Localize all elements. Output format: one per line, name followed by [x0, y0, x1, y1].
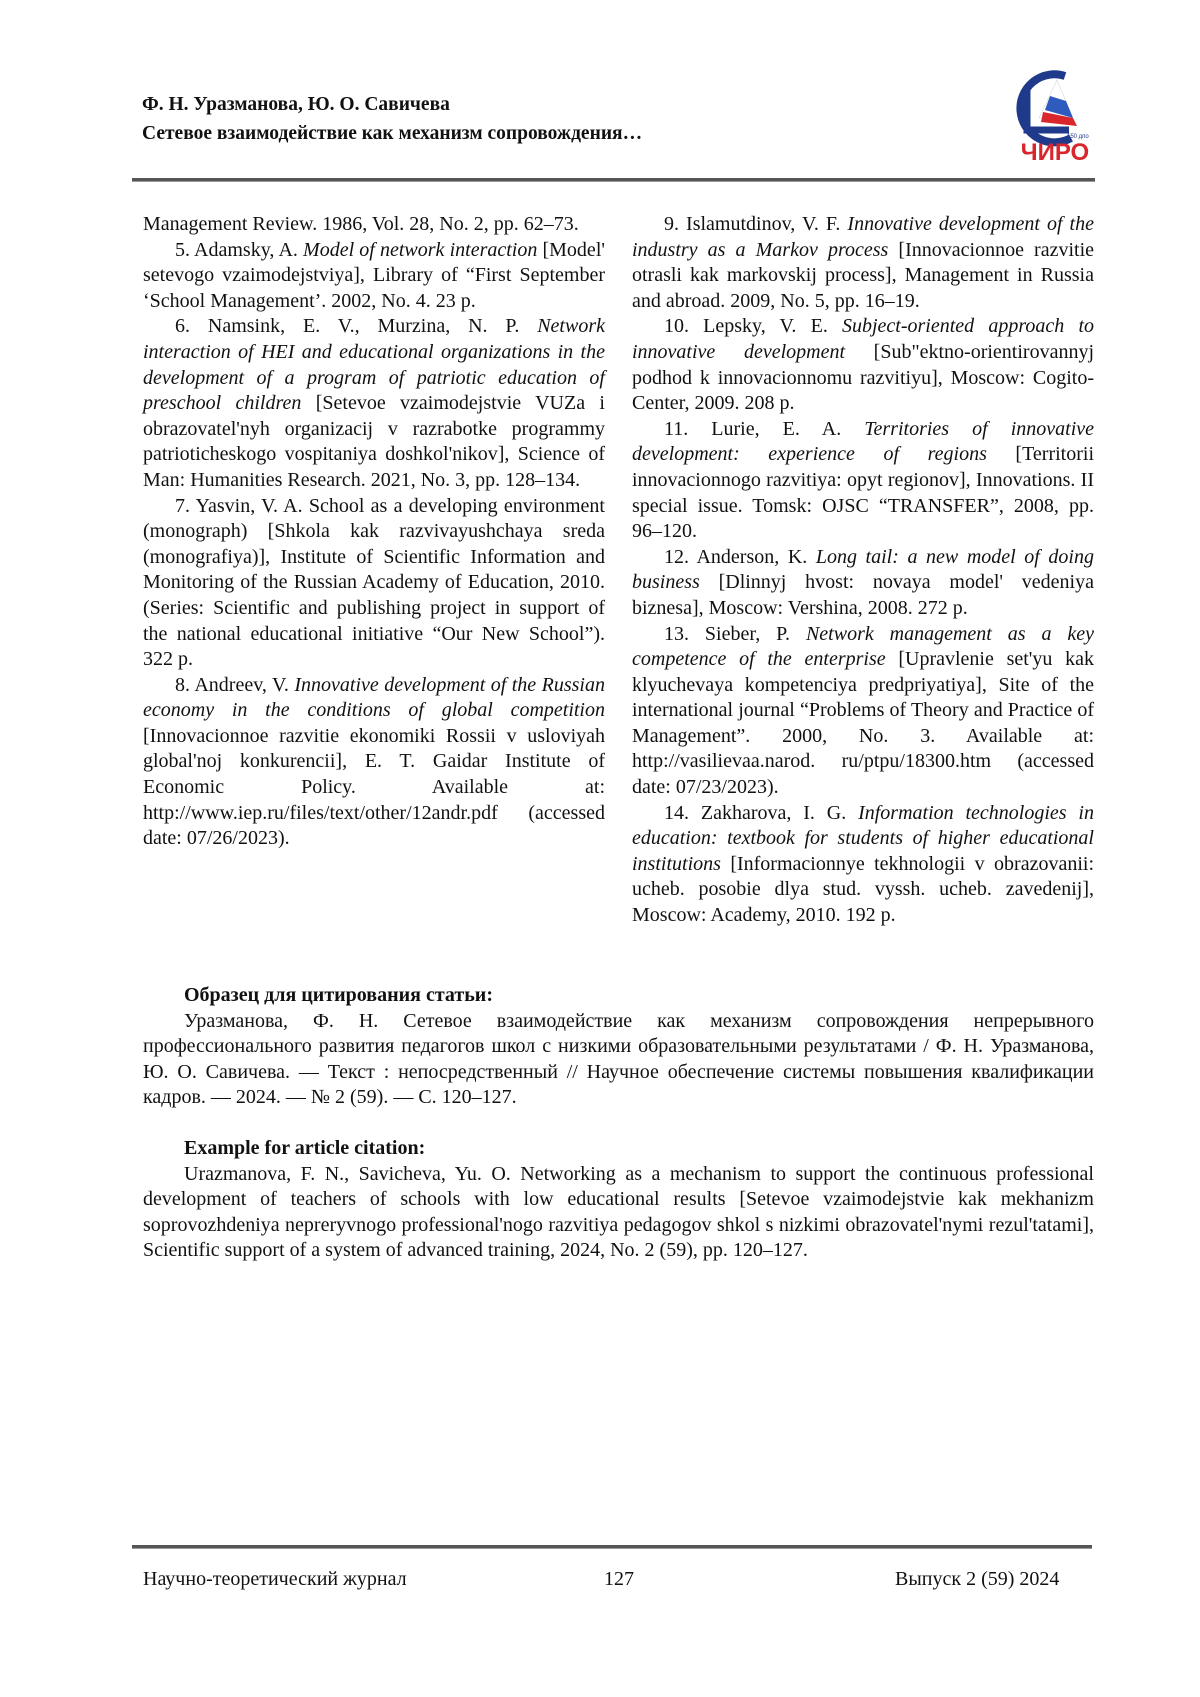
- running-header: [142, 90, 642, 148]
- reference-text: [Upravlenie set'yu kak klyuchevaya kompetenciya predpriyatiya], Site of the international journal “Problems of Theory and Practice of Management”. 2000, No. 3. Available at: http://vasilievaa.narod. ru/ptpu/18300.htm (accessed date: 07/23/2023).: [632, 648, 1094, 798]
- reference-title: Model of network interaction: [303, 239, 537, 261]
- references-right-column: [632, 212, 1094, 929]
- svg-text:ЧИРО: ЧИРО: [1021, 139, 1089, 166]
- reference-item: [632, 212, 1094, 314]
- reference-text: 6. Namsink, E. V., Murzina, N. P.: [175, 315, 537, 337]
- reference-text: [Dlinnyj hvost: novaya model' vedeniya biznesa], Moscow: Vershina, 2008. 272 p.: [632, 571, 1094, 619]
- header-authors: Ф. Н. Уразманова, Ю. О. Савичева: [142, 90, 642, 119]
- reference-title: Innovative development of the industry as a Markov process: [632, 213, 1094, 261]
- reference-text: 13. Sieber, P.: [664, 623, 806, 645]
- footer-issue: Выпуск 2 (59) 2024: [895, 1568, 1059, 1591]
- reference-title: Information technologies in education: textbook for students of higher educational institutions: [632, 802, 1094, 875]
- reference-text: [Model' setevogo vzaimodejstviya], Library of “First September ‘School Management’. 2002, No. 4. 23 p.: [143, 239, 605, 312]
- reference-item: [632, 417, 1094, 545]
- reference-text: 8. Andreev, V.: [175, 674, 294, 696]
- chiro-logo-icon: [1005, 68, 1105, 168]
- reference-item: [632, 622, 1094, 801]
- reference-title: Territories of innovative development: experience of regions: [632, 418, 1094, 466]
- reference-text: 10. Lepsky, V. E.: [664, 315, 842, 337]
- reference-text: [Territorii innovacionnogo razvitiya: opyt regionov], Innovations. II special issue. Tomsk: OJSC “TRANSFER”, 2008, pp. 96–120.: [632, 443, 1094, 542]
- reference-item: [632, 801, 1094, 929]
- reference-item: [143, 238, 605, 315]
- header-article-title: Сетевое взаимодействие как механизм сопровождения…: [142, 119, 642, 148]
- reference-text: 7. Yasvin, V. A. School as a developing environment (monograph) [Shkola kak razvivayushchaya sreda (monografiya)], Institute of Scientific Information and Monitoring of the Russian Academy of Education, 2010. (Series: Scientific and publishing project in support of the national educational initiative “Our New School”). 322 p.: [143, 495, 605, 671]
- reference-text: 5. Adamsky, A.: [175, 239, 303, 261]
- reference-title: Network management as a key competence of the enterprise: [632, 623, 1094, 671]
- reference-text: 9. Islamutdinov, V. F.: [664, 213, 847, 235]
- reference-title: Subject-oriented approach to innovative development: [632, 315, 1094, 363]
- citation-en-heading: Example for article citation:: [143, 1136, 1094, 1162]
- reference-item: [632, 545, 1094, 622]
- reference-item: [143, 314, 605, 493]
- reference-item: [143, 494, 605, 673]
- reference-text: [Setevoe vzaimodejstvie VUZa i obrazovatel'nyh organizacij v razrabotke programmy patrioticheskogo vospitaniya doshkol'nikov], Science of Man: Humanities Research. 2021, No. 3, pp. 128–134.: [143, 392, 605, 491]
- reference-text: 14. Zakharova, I. G.: [664, 802, 858, 824]
- reference-text: Management Review. 1986, Vol. 28, No. 2, pp. 62–73.: [143, 213, 579, 235]
- reference-text: [Informacionnye tekhnologii v obrazovanii: ucheb. posobie dlya stud. vyssh. ucheb. zavedenij], Moscow: Academy, 2010. 192 p.: [632, 853, 1094, 926]
- citation-en-text: Urazmanova, F. N., Savicheva, Yu. O. Networking as a mechanism to support the continuous professional development of teachers of schools with low educational results [Setevoe vzaimodejstvie kak mekhanizm soprovozhdeniya nepreryvnogo professional'nogo razvitiya pedagogov shkol s nizkimi obrazovatel'nymi rezul'tatami], Scientific support of a system of advanced training, 2024, No. 2 (59), pp. 120–127.: [143, 1162, 1094, 1264]
- reference-item: [143, 212, 605, 238]
- citation-ru: [143, 983, 1094, 1111]
- reference-text: 11. Lurie, E. A.: [664, 418, 864, 440]
- reference-item: [632, 314, 1094, 416]
- footer-journal: Научно-теоретический журнал: [143, 1568, 407, 1591]
- reference-title: Innovative development of the Russian economy in the conditions of global competition: [143, 674, 605, 722]
- reference-text: 12. Anderson, K.: [664, 546, 816, 568]
- citation-ru-text: Уразманова, Ф. Н. Сетевое взаимодействие как механизм сопровождения непрерывного профессионального развития педагогов школ с низкими образовательными результатами / Ф. Н. Уразманова, Ю. О. Савичева. — Текст : непосредственный // Научное обеспечение системы повышения квалификации кадров. — 2024. — № 2 (59). — С. 120–127.: [143, 1009, 1094, 1111]
- page-number: 127: [604, 1568, 634, 1591]
- citation-ru-heading: Образец для цитирования статьи:: [143, 983, 1094, 1009]
- reference-item: [143, 673, 605, 852]
- reference-title: Long tail: a new model of doing business: [632, 546, 1094, 594]
- reference-text: [Sub"ektno-orientirovannyj podhod k innovacionnomu razvitiyu], Moscow: Cogito-Center, 2009. 208 p.: [632, 341, 1094, 414]
- svg-text:150 дпо: 150 дпо: [1067, 134, 1089, 140]
- citation-en: [143, 1136, 1094, 1264]
- footer-divider: [132, 1545, 1092, 1549]
- reference-text: [Innovacionnoe razvitie ekonomiki Rossii v usloviyah global'noj konkurencii], E. T. Gaidar Institute of Economic Policy. Available at: http://www.iep.ru/files/text/other/12andr.pdf (accessed date: 07/26/2023).: [143, 725, 605, 849]
- reference-text: [Innovacionnoe razvitie otrasli kak markovskij process], Management in Russia and abroad. 2009, No. 5, pp. 16–19.: [632, 239, 1094, 312]
- reference-title: Network interaction of HEI and educational organizations in the development of a program of patriotic education of preschool children: [143, 315, 605, 414]
- header-divider: [132, 178, 1095, 182]
- references-left-column: [143, 212, 605, 852]
